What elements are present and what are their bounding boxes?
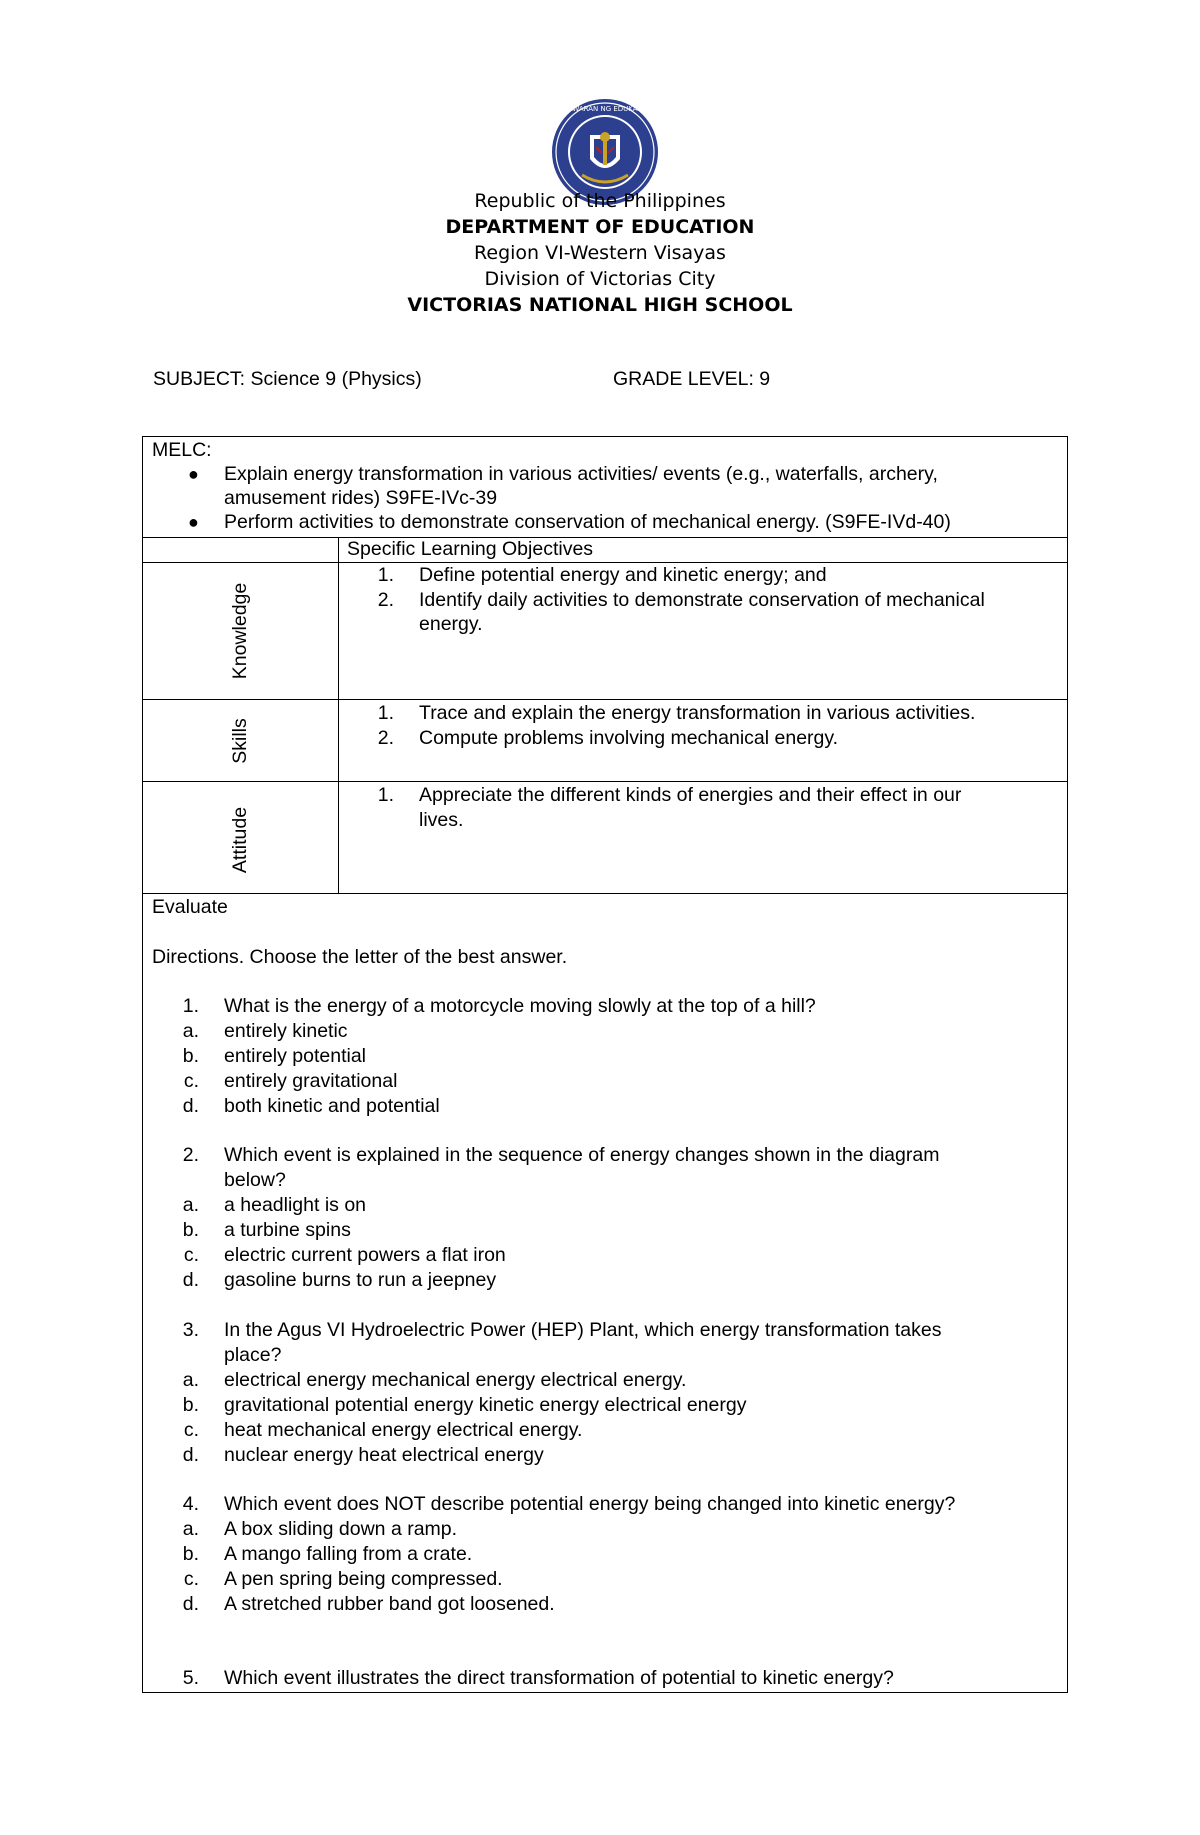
department-line: DEPARTMENT OF EDUCATION [445,216,755,238]
division-line: Division of Victorias City [484,268,716,290]
q4-choice-a: A box sliding down a ramp. [224,1518,458,1540]
question-2: Which event is explained in the sequence of energy changes shown in the diagram [224,1144,940,1166]
list-number: 1. [377,702,394,724]
question-5: Which event illustrates the direct transformation of potential to kinetic energy? [224,1667,894,1689]
bullet-icon: ● [188,464,199,484]
table-rule [143,893,1067,894]
question-number: 4. [182,1493,199,1515]
question-1: What is the energy of a motorcycle moving slowly at the top of a hill? [224,995,816,1017]
skills-label: Skills [229,718,251,764]
evaluate-label: Evaluate [152,896,228,918]
melc-item-1-cont: amusement rides) S9FE-IVc-39 [224,487,498,509]
choice-letter: b. [182,1543,199,1565]
choice-letter: c. [183,1419,199,1441]
table-rule [143,699,1067,700]
melc-item-2: Perform activities to demonstrate conservation of mechanical energy. (S9FE-IVd-40) [224,511,951,533]
question-number: 2. [182,1144,199,1166]
attitude-objective-1: Appreciate the different kinds of energies and their effect in our [419,784,962,806]
knowledge-objective-2: Identify daily activities to demonstrate conservation of mechanical [419,589,985,611]
choice-letter: d. [182,1593,199,1615]
q2-choice-c: electric current powers a flat iron [224,1244,506,1266]
table-column-divider [338,537,339,893]
q1-choice-b: entirely potential [224,1045,367,1067]
header-block [0,188,1200,318]
q1-choice-d: both kinetic and potential [224,1095,440,1117]
svg-text:KAGAWARAN NG EDUKASYON: KAGAWARAN NG EDUKASYON [553,105,657,113]
list-number: 1. [377,784,394,806]
republic-line: Republic of the Philippines [474,190,726,212]
q4-choice-b: A mango falling from a crate. [224,1543,473,1565]
list-number: 2. [377,727,394,749]
q3-choice-b: gravitational potential energy kinetic energy electrical energy [224,1394,747,1416]
directions-text: Directions. Choose the letter of the best answer. [152,946,568,968]
q4-choice-c: A pen spring being compressed. [224,1568,503,1590]
question-4: Which event does NOT describe potential energy being changed into kinetic energy? [224,1493,956,1515]
q3-choice-c: heat mechanical energy electrical energy. [224,1419,583,1441]
list-number: 2. [377,589,394,611]
grade-level-label: GRADE LEVEL: 9 [613,368,771,390]
table-rule [143,562,1067,563]
choice-letter: b. [182,1394,199,1416]
list-number: 1. [377,564,394,586]
q2-choice-a: a headlight is on [224,1194,367,1216]
region-line: Region VI-Western Visayas [474,242,726,264]
question-3-cont: place? [224,1344,282,1366]
melc-label: MELC: [152,439,212,461]
choice-letter: d. [182,1269,199,1291]
choice-letter: a. [182,1518,199,1540]
question-number: 3. [182,1319,199,1341]
bullet-icon: ● [188,512,199,532]
choice-letter: a. [182,1194,199,1216]
question-3: In the Agus VI Hydroelectric Power (HEP) Plant, which energy transformation takes [224,1319,942,1341]
table-rule [143,537,1067,538]
knowledge-objective-2-cont: energy. [419,613,483,635]
choice-letter: b. [182,1045,199,1067]
q3-choice-a: electrical energy mechanical energy electrical energy. [224,1369,687,1391]
q1-choice-a: entirely kinetic [224,1020,348,1042]
skills-objective-1: Trace and explain the energy transformation in various activities. [419,702,976,724]
choice-letter: a. [182,1020,199,1042]
q2-choice-b: a turbine spins [224,1219,351,1241]
question-number: 5. [182,1667,199,1689]
subject-label: SUBJECT: Science 9 (Physics) [153,368,422,390]
question-2-cont: below? [224,1169,286,1191]
choice-letter: b. [182,1219,199,1241]
choice-letter: c. [183,1244,199,1266]
lesson-table [142,436,1068,1693]
melc-item-1: Explain energy transformation in various activities/ events (e.g., waterfalls, archery, [224,463,938,485]
choice-letter: c. [183,1070,199,1092]
question-number: 1. [182,995,199,1017]
attitude-objective-1-cont: lives. [419,809,464,831]
q3-choice-d: nuclear energy heat electrical energy [224,1444,544,1466]
knowledge-label: Knowledge [229,582,251,680]
knowledge-objective-1: Define potential energy and kinetic energy; and [419,564,827,586]
q4-choice-d: A stretched rubber band got loosened. [224,1593,555,1615]
q1-choice-c: entirely gravitational [224,1070,398,1092]
choice-letter: d. [182,1444,199,1466]
skills-objective-2: Compute problems involving mechanical energy. [419,727,839,749]
attitude-label: Attitude [229,806,251,874]
q2-choice-d: gasoline burns to run a jeepney [224,1269,497,1291]
choice-letter: c. [183,1568,199,1590]
school-line: VICTORIAS NATIONAL HIGH SCHOOL [407,294,793,316]
objectives-heading: Specific Learning Objectives [347,538,594,560]
choice-letter: a. [182,1369,199,1391]
choice-letter: d. [182,1095,199,1117]
table-rule [143,781,1067,782]
